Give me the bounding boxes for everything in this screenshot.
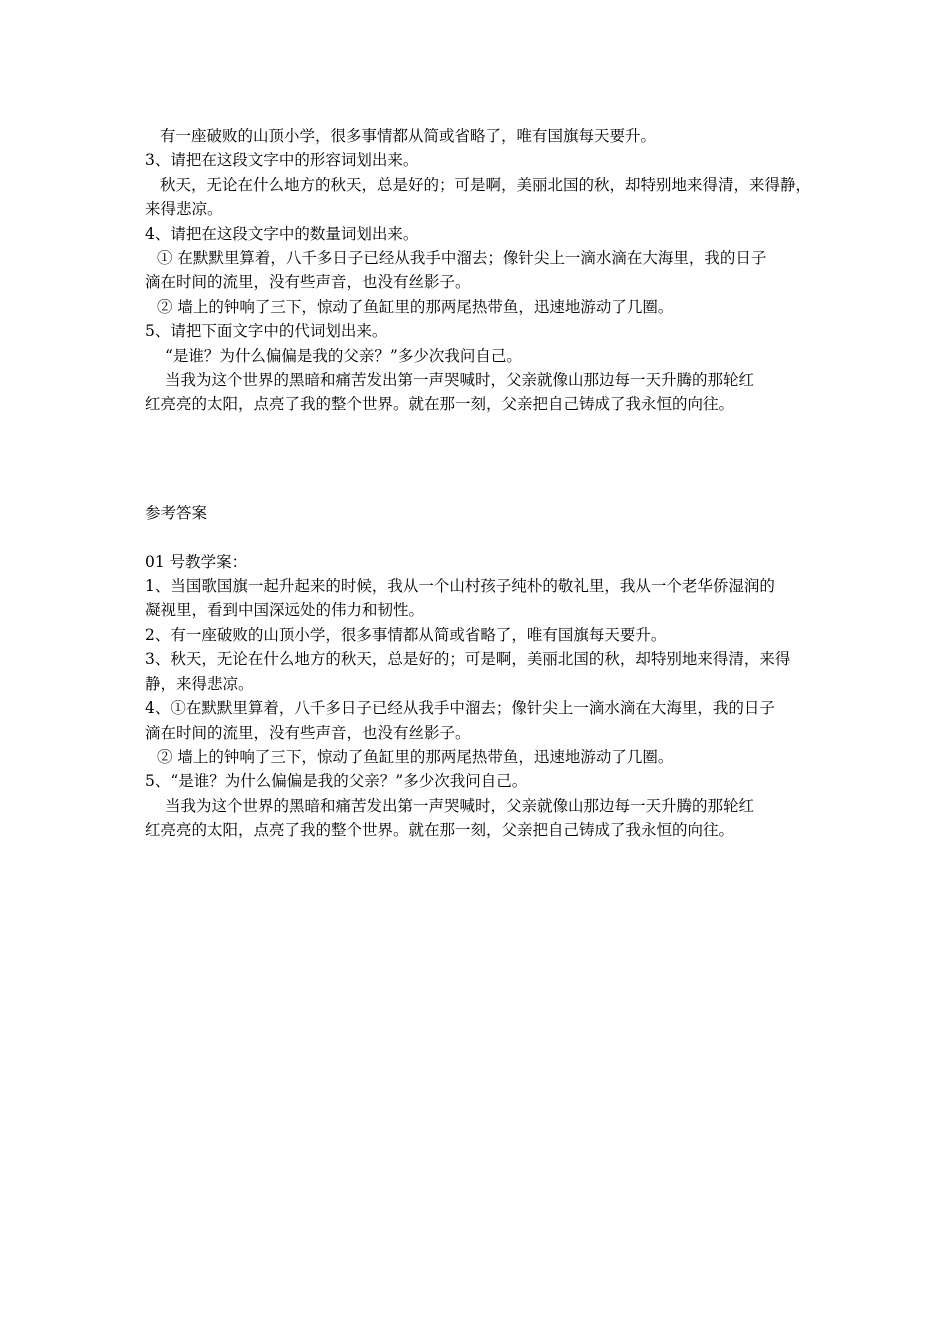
answer-1-cont: 凝视里，看到中国深远处的伟力和韧性。 xyxy=(145,601,425,620)
answer-3-cont: 静，来得悲凉。 xyxy=(145,674,254,693)
answer-spacer xyxy=(145,525,815,549)
lesson-label: 01 号教学案： xyxy=(145,552,248,571)
answer-5-text: 当我为这个世界的黑暗和痛苦发出第一声哭喊时，父亲就像山那边每一天升腾的那轮红 xyxy=(165,796,755,815)
question-3-text: 秋天，无论在什么地方的秋天，总是好的；可是啊，美丽北国的秋，却特别地来得清，来得静， xyxy=(160,175,812,194)
section-spacer xyxy=(145,417,815,501)
question-5-quote: “是谁？为什么偏偏是我的父亲？”多少次我问自己。 xyxy=(165,346,522,365)
question-4-prompt: 4、请把在这段文字中的数量词划出来。 xyxy=(145,224,419,243)
question-3-text-cont: 来得悲凉。 xyxy=(145,200,223,219)
exercise-section xyxy=(145,124,815,417)
answer-5-text-cont: 红亮亮的太阳，点亮了我的整个世界。就在那一刻，父亲把自己铸成了我永恒的向往。 xyxy=(145,821,735,840)
answer-4: 4、①在默默里算着，八千多日子已经从我手中溜去；像针尖上一滴水滴在大海里，我的日子 xyxy=(145,699,775,718)
answer-heading: 参考答案 xyxy=(145,503,208,522)
answer-4-item-2: ② 墙上的钟响了三下，惊动了鱼缸里的那两尾热带鱼，迅速地游动了几圈。 xyxy=(157,747,674,766)
question-4-item-1-cont: 滴在时间的流里，没有些声音，也没有丝影子。 xyxy=(145,273,471,292)
question-5-prompt: 5、请把下面文字中的代词划出来。 xyxy=(145,322,388,341)
question-5-text: 当我为这个世界的黑暗和痛苦发出第一声哭喊时，父亲就像山那边每一天升腾的那轮红 xyxy=(165,371,755,390)
answer-1: 1、当国歌国旗一起升起来的时候，我从一个山村孩子纯朴的敬礼里，我从一个老华侨湿润的 xyxy=(145,577,775,596)
question-4-item-1: ① 在默默里算着，八千多日子已经从我手中溜去；像针尖上一滴水滴在大海里，我的日子 xyxy=(157,249,767,268)
document-page xyxy=(145,124,815,843)
question-3-prompt: 3、请把在这段文字中的形容词划出来。 xyxy=(145,151,419,170)
answer-5: 5、“是谁？为什么偏偏是我的父亲？”多少次我问自己。 xyxy=(145,772,528,791)
question-4-item-2: ② 墙上的钟响了三下，惊动了鱼缸里的那两尾热带鱼，迅速地游动了几圈。 xyxy=(157,297,674,316)
answer-2: 2、有一座破败的山顶小学，很多事情都从简或省略了，唯有国旗每天要升。 xyxy=(145,625,667,644)
answer-3: 3、秋天，无论在什么地方的秋天，总是好的；可是啊，美丽北国的秋，却特别地来得清，来得 xyxy=(145,650,791,669)
question-5-text-cont: 红亮亮的太阳，点亮了我的整个世界。就在那一刻，父亲把自己铸成了我永恒的向往。 xyxy=(145,395,735,414)
answer-section xyxy=(145,501,815,843)
answer-4-cont: 滴在时间的流里，没有些声音，也没有丝影子。 xyxy=(145,723,471,742)
intro-sentence: 有一座破败的山顶小学，很多事情都从简或省略了，唯有国旗每天要升。 xyxy=(160,127,657,145)
